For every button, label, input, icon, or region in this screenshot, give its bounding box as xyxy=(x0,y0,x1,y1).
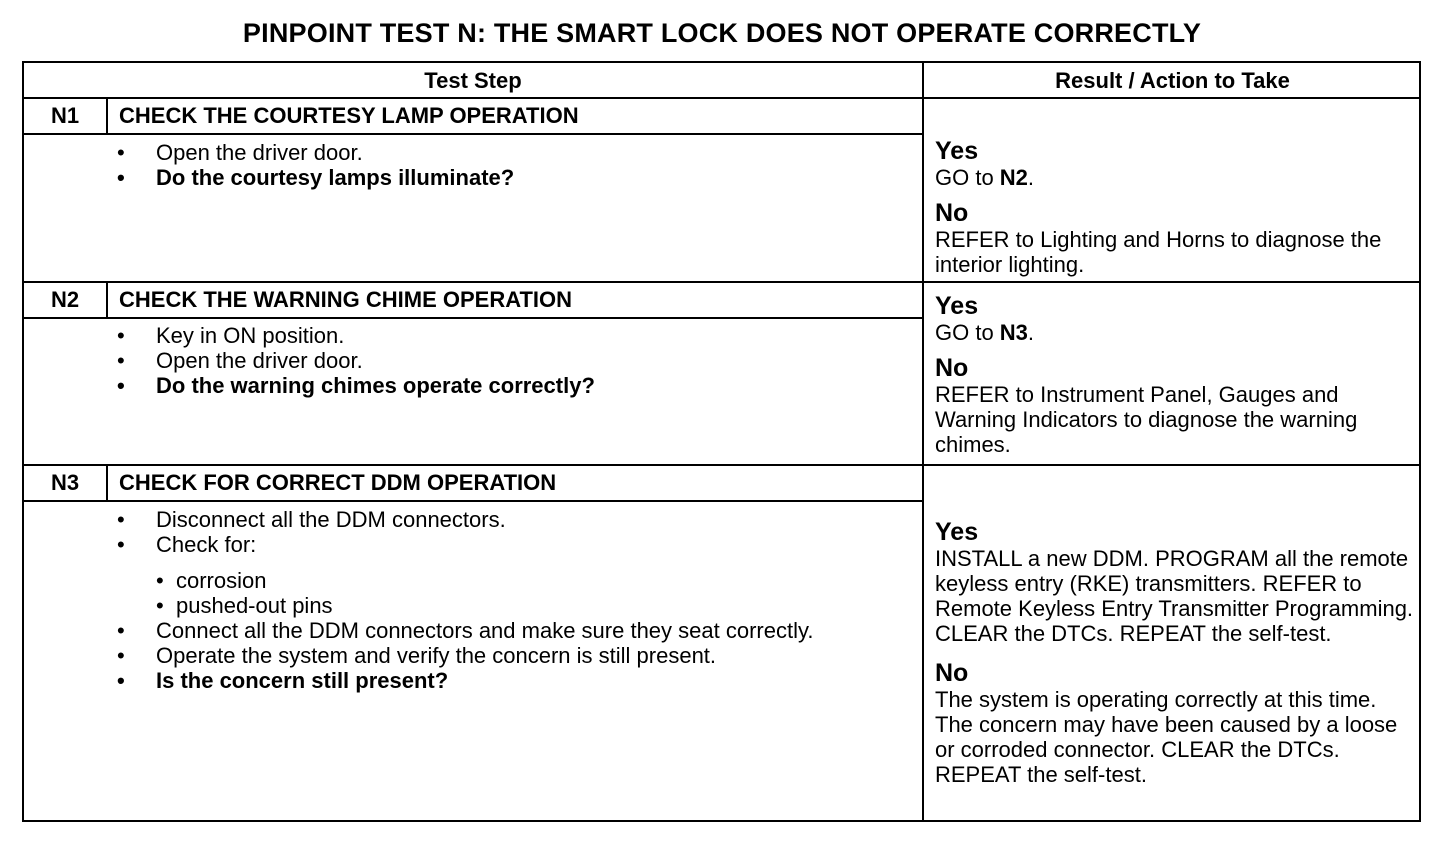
sub-list-item: • corrosion xyxy=(114,568,934,593)
sub-list-item: • pushed-out pins xyxy=(114,593,934,618)
result-n1 xyxy=(935,138,1415,277)
yes-action: GO to N3. xyxy=(935,320,1035,345)
no-label: No xyxy=(935,199,969,227)
no-label: No xyxy=(935,659,969,687)
result-n2 xyxy=(935,293,1415,457)
column-header-test-step: Test Step xyxy=(424,68,522,93)
step-title-n2: CHECK THE WARNING CHIME OPERATION xyxy=(119,287,573,312)
step-id-n3: N3 xyxy=(50,470,80,495)
list-item: • Connect all the DDM connectors and make sure they seat correctly. xyxy=(114,618,934,643)
row-divider-n2-n3 xyxy=(24,464,1421,466)
list-item: • Open the driver door. xyxy=(114,348,934,373)
pinpoint-test-table xyxy=(22,61,1421,822)
yes-label: Yes xyxy=(935,518,979,546)
no-action: REFER to Lighting and Horns to diagnose the interior lighting. xyxy=(935,227,1382,277)
step-list-n3 xyxy=(114,507,934,693)
n3-title-divider xyxy=(24,500,922,502)
n1-title-divider xyxy=(24,133,922,135)
list-item: • Operate the system and verify the concern is still present. xyxy=(114,643,934,668)
no-label: No xyxy=(935,354,969,382)
list-item: • Open the driver door. xyxy=(114,140,934,165)
no-action: REFER to Instrument Panel, Gauges and Warning Indicators to diagnose the warning chimes. xyxy=(935,382,1358,457)
list-item: • Do the courtesy lamps illuminate? xyxy=(114,165,934,190)
yes-action: GO to N2. xyxy=(935,165,1035,190)
step-id-n2: N2 xyxy=(50,287,80,312)
list-item: • Do the warning chimes operate correctly? xyxy=(114,373,934,398)
list-item: • Is the concern still present? xyxy=(114,668,934,693)
n2-id-divider xyxy=(106,283,108,317)
n3-id-divider xyxy=(106,466,108,500)
yes-label: Yes xyxy=(935,137,979,165)
yes-label: Yes xyxy=(935,292,979,320)
header-divider xyxy=(24,97,1421,99)
n1-id-divider xyxy=(106,99,108,133)
no-action: The system is operating correctly at this time. The concern may have been caused by a loose or corroded connector. CLEAR the DTCs. REPEAT the self-test. xyxy=(935,687,1398,787)
step-title-n1: CHECK THE COURTESY LAMP OPERATION xyxy=(119,103,579,128)
n2-title-divider xyxy=(24,317,922,319)
page-title: PINPOINT TEST N: THE SMART LOCK DOES NOT OPERATE CORRECTLY xyxy=(242,18,1202,48)
step-id-n1: N1 xyxy=(50,103,80,128)
yes-action: INSTALL a new DDM. PROGRAM all the remote keyless entry (RKE) transmitters. REFER to Remote Keyless Entry Transmitter Programming. CLEAR the DTCs. REPEAT the self-test. xyxy=(935,546,1414,646)
step-list-n2 xyxy=(114,323,934,398)
result-n3 xyxy=(935,519,1415,787)
column-header-result: Result / Action to Take xyxy=(1055,68,1290,93)
row-divider-n1-n2 xyxy=(24,281,1421,283)
step-title-n3: CHECK FOR CORRECT DDM OPERATION xyxy=(119,470,557,495)
step-list-n1 xyxy=(114,140,934,190)
list-item: • Check for: xyxy=(114,532,934,557)
list-item: • Disconnect all the DDM connectors. xyxy=(114,507,934,532)
list-item: • Key in ON position. xyxy=(114,323,934,348)
